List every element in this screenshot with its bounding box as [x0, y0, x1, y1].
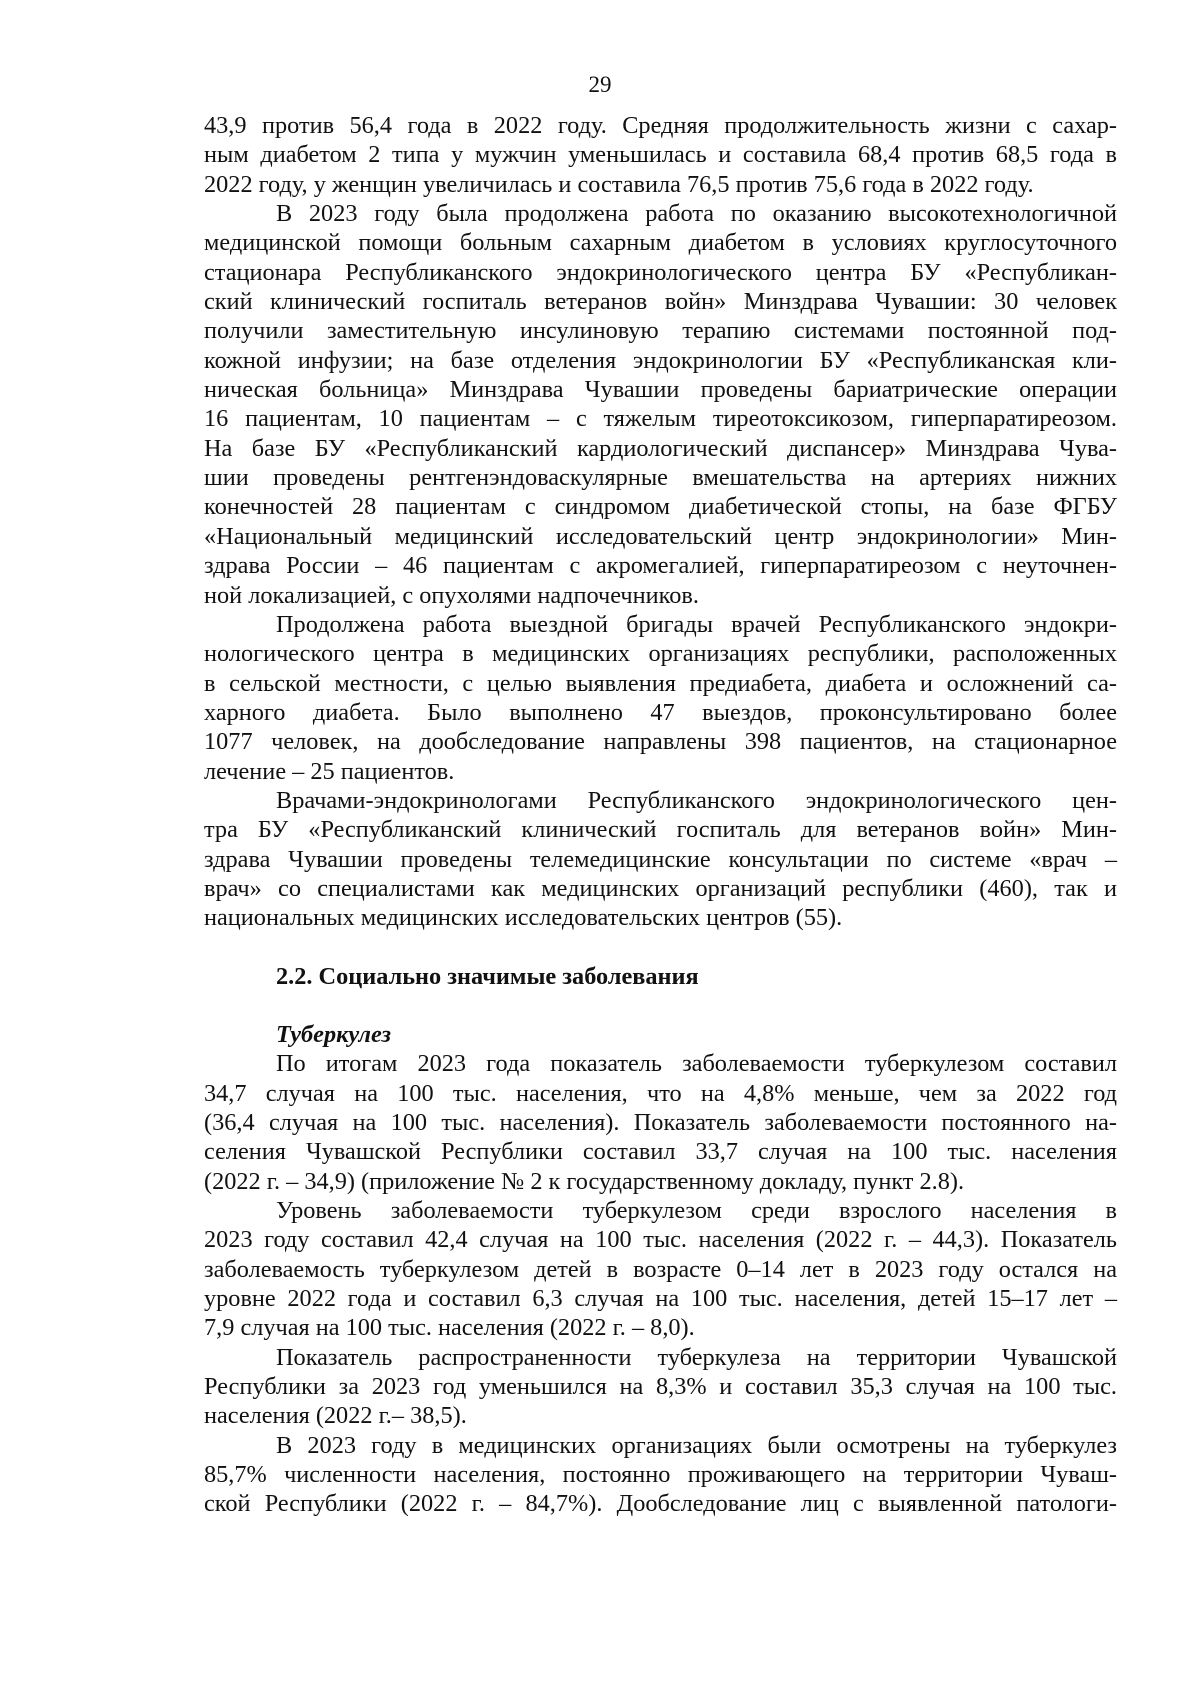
- text-line: 7,9 случая на 100 тыс. населения (2022 г. – 8,0).: [204, 1314, 695, 1342]
- text-line: Показатель распространенности туберкулеза на территории Чувашской: [276, 1343, 1117, 1371]
- page-number: 29: [588, 72, 612, 97]
- text-line: здрава России – 46 пациентам с акромегалией, гиперпаратиреозом с неуточнен-: [204, 552, 1117, 580]
- text-line: Продолжена работа выездной бригады врачей Республиканского эндокри-: [276, 610, 1117, 638]
- text-line: Уровень заболеваемости туберкулезом среди взрослого населения в: [276, 1197, 1117, 1225]
- text-line: лечение – 25 пациентов.: [204, 757, 455, 785]
- paragraph: [204, 1431, 1117, 1519]
- text-line: получили заместительную инсулиновую терапию системами постоянной под-: [204, 317, 1117, 345]
- text-line: конечностей 28 пациентам с синдромом диабетической стопы, на базе ФГБУ: [204, 493, 1117, 521]
- text-line: (36,4 случая на 100 тыс. населения). Показатель заболеваемости постоянного на-: [204, 1109, 1117, 1136]
- text-line: 85,7% численности населения, постоянно проживающего на территории Чуваш-: [204, 1461, 1117, 1489]
- text-line: 1077 человек, на дообследование направлены 398 пациентов, на стационарное: [204, 728, 1117, 756]
- text-line: врач» со специалистами как медицинских организаций республики (460), так и: [204, 874, 1117, 902]
- text-line: 43,9 против 56,4 года в 2022 году. Средняя продолжительность жизни с сахар-: [204, 112, 1117, 139]
- text-line: Республики за 2023 год уменьшился на 8,3% и составил 35,3 случая на 100 тыс.: [204, 1373, 1117, 1401]
- paragraph: [204, 610, 1117, 786]
- text-line: По итогам 2023 года показатель заболеваемости туберкулезом составил: [276, 1050, 1117, 1078]
- text-line: национальных медицинских исследовательских центров (55).: [204, 904, 843, 932]
- text-line: ническая больница» Минздрава Чувашии проведены бариатрические операции: [204, 376, 1117, 404]
- paragraph: [204, 786, 1117, 933]
- text-line: уровне 2022 года и составил 6,3 случая на 100 тыс. населения, детей 15–17 лет –: [204, 1285, 1117, 1313]
- paragraph: [204, 199, 1117, 610]
- text-line: ной локализацией, с опухолями надпочечников.: [204, 581, 699, 609]
- text-line: На базе БУ «Республиканский кардиологический диспансер» Минздрава Чува-: [204, 434, 1117, 462]
- paragraph: [204, 111, 1117, 199]
- text-line: кожной инфузии; на базе отделения эндокринологии БУ «Республиканская кли-: [204, 346, 1117, 374]
- text-line: стационара Республиканского эндокринологического центра БУ «Республикан-: [204, 258, 1117, 286]
- text-line: в сельской местности, с целью выявления предиабета, диабета и осложнений са-: [204, 669, 1117, 697]
- section-heading: 2.2. Социально значимые заболевания: [276, 962, 699, 990]
- text-line: здрава Чувашии проведены телемедицинские консультации по системе «врач –: [204, 845, 1117, 873]
- paragraphs-bottom: [204, 1049, 1117, 1519]
- paragraphs-top: [204, 111, 1117, 933]
- paragraph: [204, 1343, 1117, 1431]
- text-line: ской Республики (2022 г. – 84,7%). Дообследование лиц с выявленной патологи-: [204, 1490, 1117, 1518]
- body-text: [204, 111, 1117, 1519]
- text-line: 16 пациентам, 10 пациентам – с тяжелым тиреотоксикозом, гиперпаратиреозом.: [204, 405, 1117, 433]
- text-line: (2022 г. – 34,9) (приложение № 2 к государственному докладу, пункт 2.8).: [204, 1167, 965, 1195]
- paragraph: [204, 1049, 1117, 1196]
- subsection-heading: Туберкулез: [276, 1020, 391, 1048]
- text-line: Врачами-эндокринологами Республиканского эндокринологического цен-: [276, 786, 1117, 814]
- text-line: В 2023 году в медицинских организациях были осмотрены на туберкулез: [276, 1431, 1117, 1459]
- text-line: 34,7 случая на 100 тыс. населения, что на 4,8% меньше, чем за 2022 год: [204, 1079, 1117, 1107]
- text-line: медицинской помощи больным сахарным диабетом в условиях круглосуточного: [204, 229, 1117, 257]
- text-line: заболеваемость туберкулезом детей в возрасте 0–14 лет в 2023 году остался на: [204, 1255, 1117, 1283]
- paragraph: [204, 1196, 1117, 1343]
- text-line: тра БУ «Республиканский клинический госпиталь для ветеранов войн» Мин-: [204, 816, 1117, 844]
- text-line: селения Чувашской Республики составил 33,7 случая на 100 тыс. населения: [204, 1138, 1117, 1166]
- text-line: В 2023 году была продолжена работа по оказанию высокотехнологичной: [276, 200, 1117, 228]
- text-line: шии проведены рентгенэндоваскулярные вмешательства на артериях нижних: [204, 464, 1117, 492]
- text-line: населения (2022 г.– 38,5).: [204, 1402, 467, 1430]
- text-line: 2022 году, у женщин увеличилась и составила 76,5 против 75,6 года в 2022 году.: [204, 170, 1034, 198]
- text-line: ский клинический госпиталь ветеранов войн» Минздрава Чувашии: 30 человек: [204, 288, 1117, 316]
- text-line: харного диабета. Было выполнено 47 выездов, проконсультировано более: [204, 698, 1117, 726]
- text-line: «Национальный медицинский исследовательский центр эндокринологии» Мин-: [204, 522, 1117, 550]
- text-line: 2023 году составил 42,4 случая на 100 тыс. населения (2022 г. – 44,3). Показатель: [204, 1226, 1117, 1254]
- text-line: нологического центра в медицинских организациях республики, расположенных: [204, 640, 1117, 668]
- text-line: ным диабетом 2 типа у мужчин уменьшилась и составила 68,4 против 68,5 года в: [204, 141, 1117, 169]
